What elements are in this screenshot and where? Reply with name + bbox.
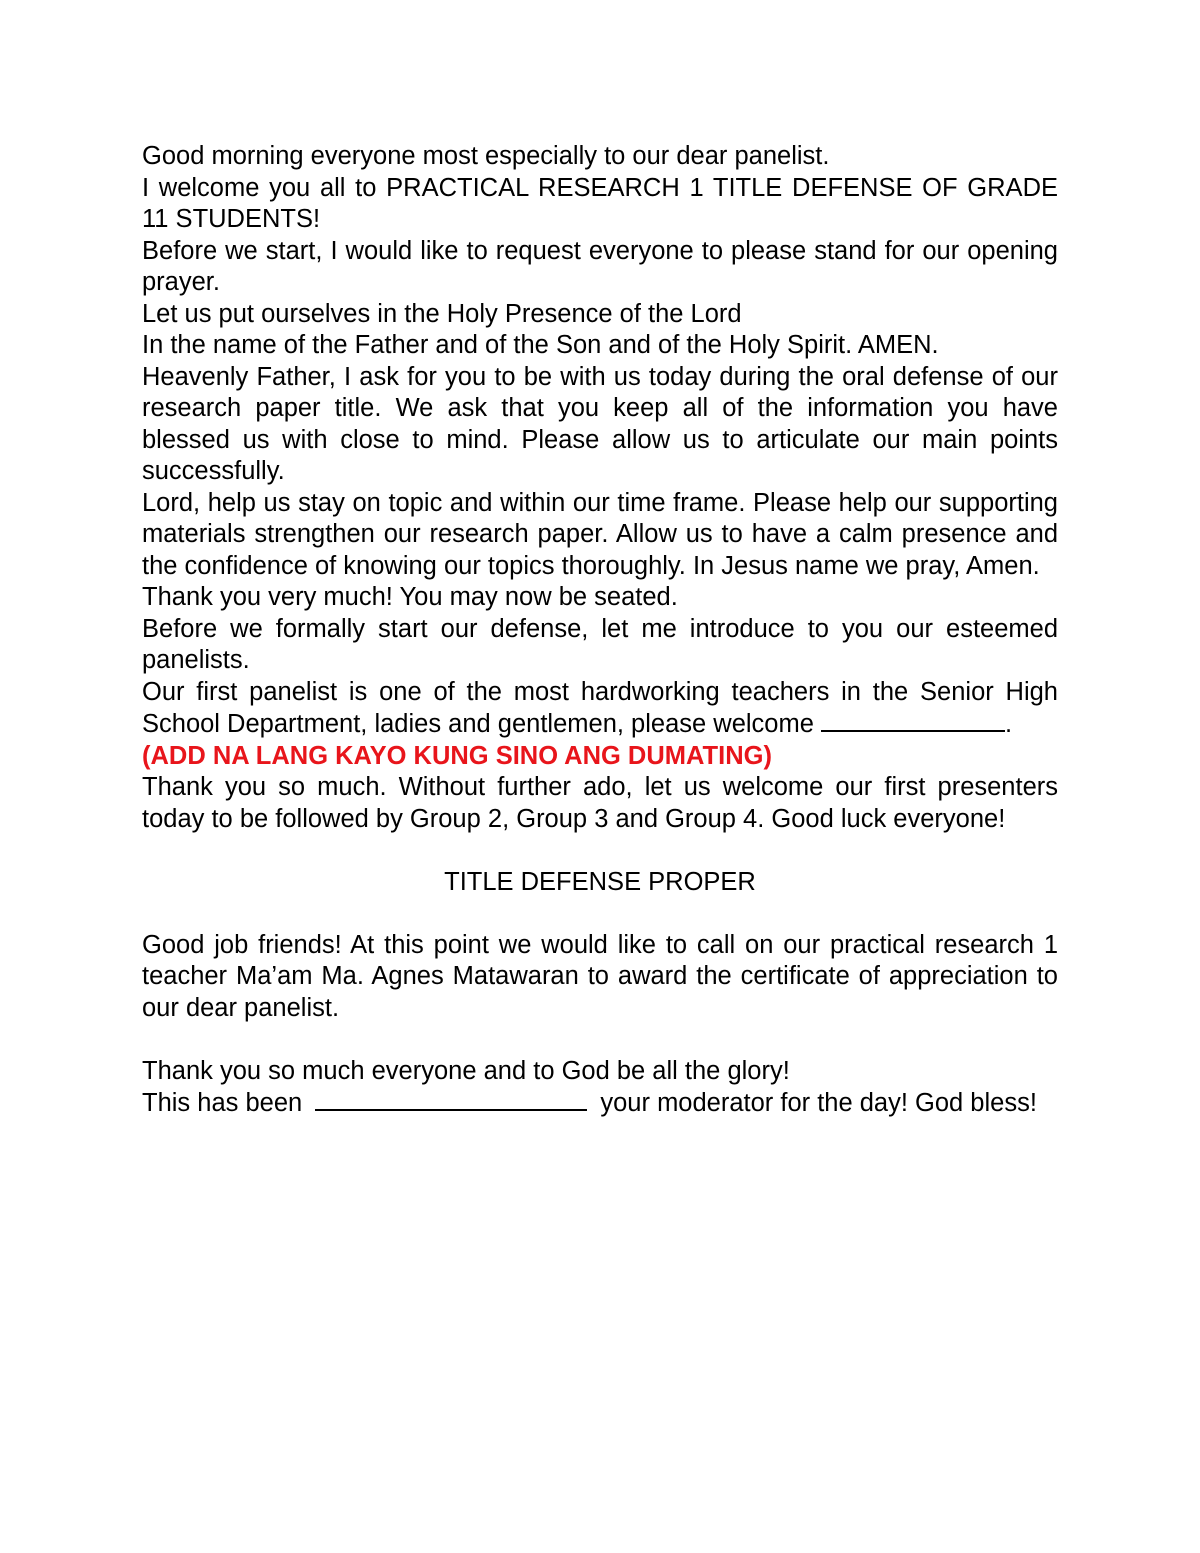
seated-line: Thank you very much! You may now be seated. — [142, 583, 678, 611]
section-heading: TITLE DEFENSE PROPER — [444, 867, 756, 896]
sign-of-cross-line: In the name of the Father and of the Son and of the Holy Spirit. AMEN. — [142, 331, 939, 359]
holy-presence-line: Let us put ourselves in the Holy Presence of the Lord — [142, 299, 742, 328]
spacer — [142, 1024, 1058, 1056]
panelist-name-blank — [821, 708, 1005, 732]
introduce-panelists-paragraph: Before we formally start our defense, let me introduce to you our esteemed panelists. — [142, 614, 1058, 674]
presenters-paragraph: Thank you so much. Without further ado, let us welcome our first presenters today to be followed by Group 2, Group 3 and Group 4. Good luck everyone! — [142, 773, 1058, 833]
welcome-paragraph: I welcome you all to PRACTICAL RESEARCH 1 TITLE DEFENSE OF GRADE 11 STUDENTS! — [142, 173, 1058, 233]
first-panelist-paragraph — [142, 677, 1058, 741]
moderator-name-blank — [315, 1087, 587, 1111]
spacer — [142, 898, 1058, 930]
spacer — [142, 835, 1058, 867]
prayer-paragraph-1: Heavenly Father, I ask for you to be with us today during the oral defense of our research paper title. We ask that you keep all of the information you have blessed us with close to mind. Please allow us to articulate our main points successfully. — [142, 362, 1058, 485]
moderator-text-end: your moderator for the day! God bless! — [600, 1089, 1037, 1117]
document-page — [142, 141, 1058, 1120]
red-instruction-note: (ADD NA LANG KAYO KUNG SINO ANG DUMATING) — [142, 741, 772, 770]
moderator-closing-paragraph — [142, 1087, 1058, 1120]
closing-thanks-line: Thank you so much everyone and to God be all the glory! — [142, 1056, 790, 1085]
certificate-paragraph: Good job friends! At this point we would like to call on our practical research 1 teacher Ma’am Ma. Agnes Matawaran to award the certificate of appreciation to our dear panelist. — [142, 930, 1058, 1022]
prayer-paragraph-2: Lord, help us stay on topic and within our time frame. Please help our supporting materials strengthen our research paper. Allow us to have a calm presence and the confidence of knowing our topics thoroughly. In Jesus name we pray, Amen. — [142, 488, 1058, 580]
first-panelist-period: . — [1004, 710, 1013, 738]
greeting-paragraph: Good morning everyone most especially to our dear panelist. — [142, 142, 830, 170]
first-panelist-text: Our first panelist is one of the most hardworking teachers in the Senior High School Department, ladies and gentlemen, please welcome — [142, 677, 1058, 738]
moderator-text-start: This has been — [142, 1089, 303, 1117]
prayer-request-paragraph: Before we start, I would like to request everyone to please stand for our opening prayer. — [142, 236, 1058, 296]
